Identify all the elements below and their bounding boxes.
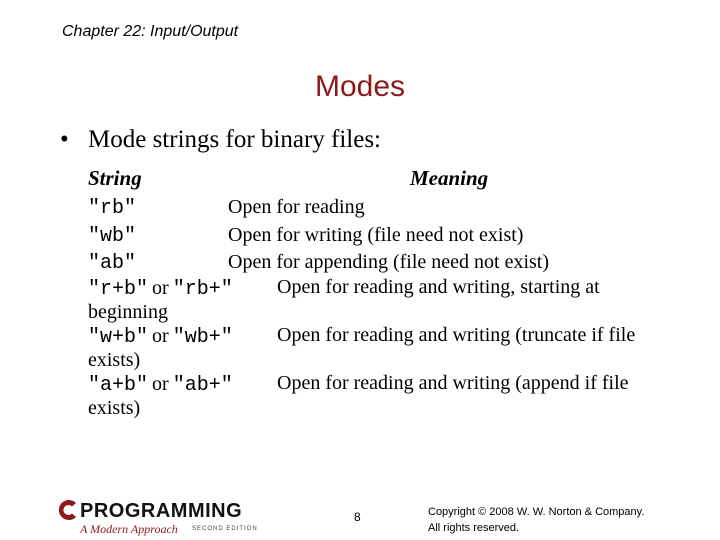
mode-string-alt: "wb+" [172, 326, 233, 349]
copyright-line-1: Copyright © 2008 W. W. Norton & Company. [428, 506, 645, 518]
logo-text: PROGRAMMING [80, 500, 243, 522]
mode-meaning-continued: exists) [88, 397, 141, 419]
mode-meaning: Open for writing (file need not exist) [228, 224, 524, 246]
copyright-line-2: All rights reserved. [428, 522, 520, 534]
mode-string: "r+b" [88, 278, 149, 301]
mode-meaning-continued: exists) [88, 349, 141, 371]
mode-meaning: Open for appending (file need not exist) [228, 251, 550, 273]
mode-string-alt: "rb+" [172, 278, 233, 301]
c-logo-icon [56, 498, 80, 522]
mode-meaning: Open for reading [228, 196, 365, 218]
mode-meaning: Open for reading and writing (truncate if file [277, 324, 636, 346]
mode-string: "w+b" [88, 326, 149, 349]
mode-or: or [152, 373, 169, 395]
mode-string: "wb" [88, 225, 137, 248]
logo-subtitle: A Modern Approach [80, 522, 178, 536]
bullet-dot-icon: • [60, 126, 69, 153]
mode-meaning: Open for reading and writing (append if file [277, 372, 629, 394]
mode-or: or [152, 325, 169, 347]
bullet-item [60, 126, 381, 154]
mode-string-alt: "ab+" [172, 374, 233, 397]
mode-string-pair [88, 325, 233, 349]
mode-string: "rb" [88, 197, 137, 220]
logo-edition: SECOND EDITION [192, 526, 258, 532]
column-header-meaning: Meaning [410, 166, 489, 190]
mode-string-pair [88, 373, 233, 397]
mode-meaning-continued: beginning [88, 301, 168, 323]
slide-title: Modes [314, 70, 406, 103]
mode-meaning: Open for reading and writing, starting at [277, 276, 600, 298]
column-header-string: String [88, 166, 142, 190]
copyright [428, 504, 688, 536]
mode-string: "a+b" [88, 374, 149, 397]
mode-string-pair [88, 277, 233, 301]
bullet-text: Mode strings for binary files: [88, 126, 382, 153]
chapter-header: Chapter 22: Input/Output [62, 23, 239, 40]
page-number: 8 [354, 510, 361, 524]
mode-string: "ab" [88, 252, 137, 275]
mode-or: or [152, 277, 169, 299]
